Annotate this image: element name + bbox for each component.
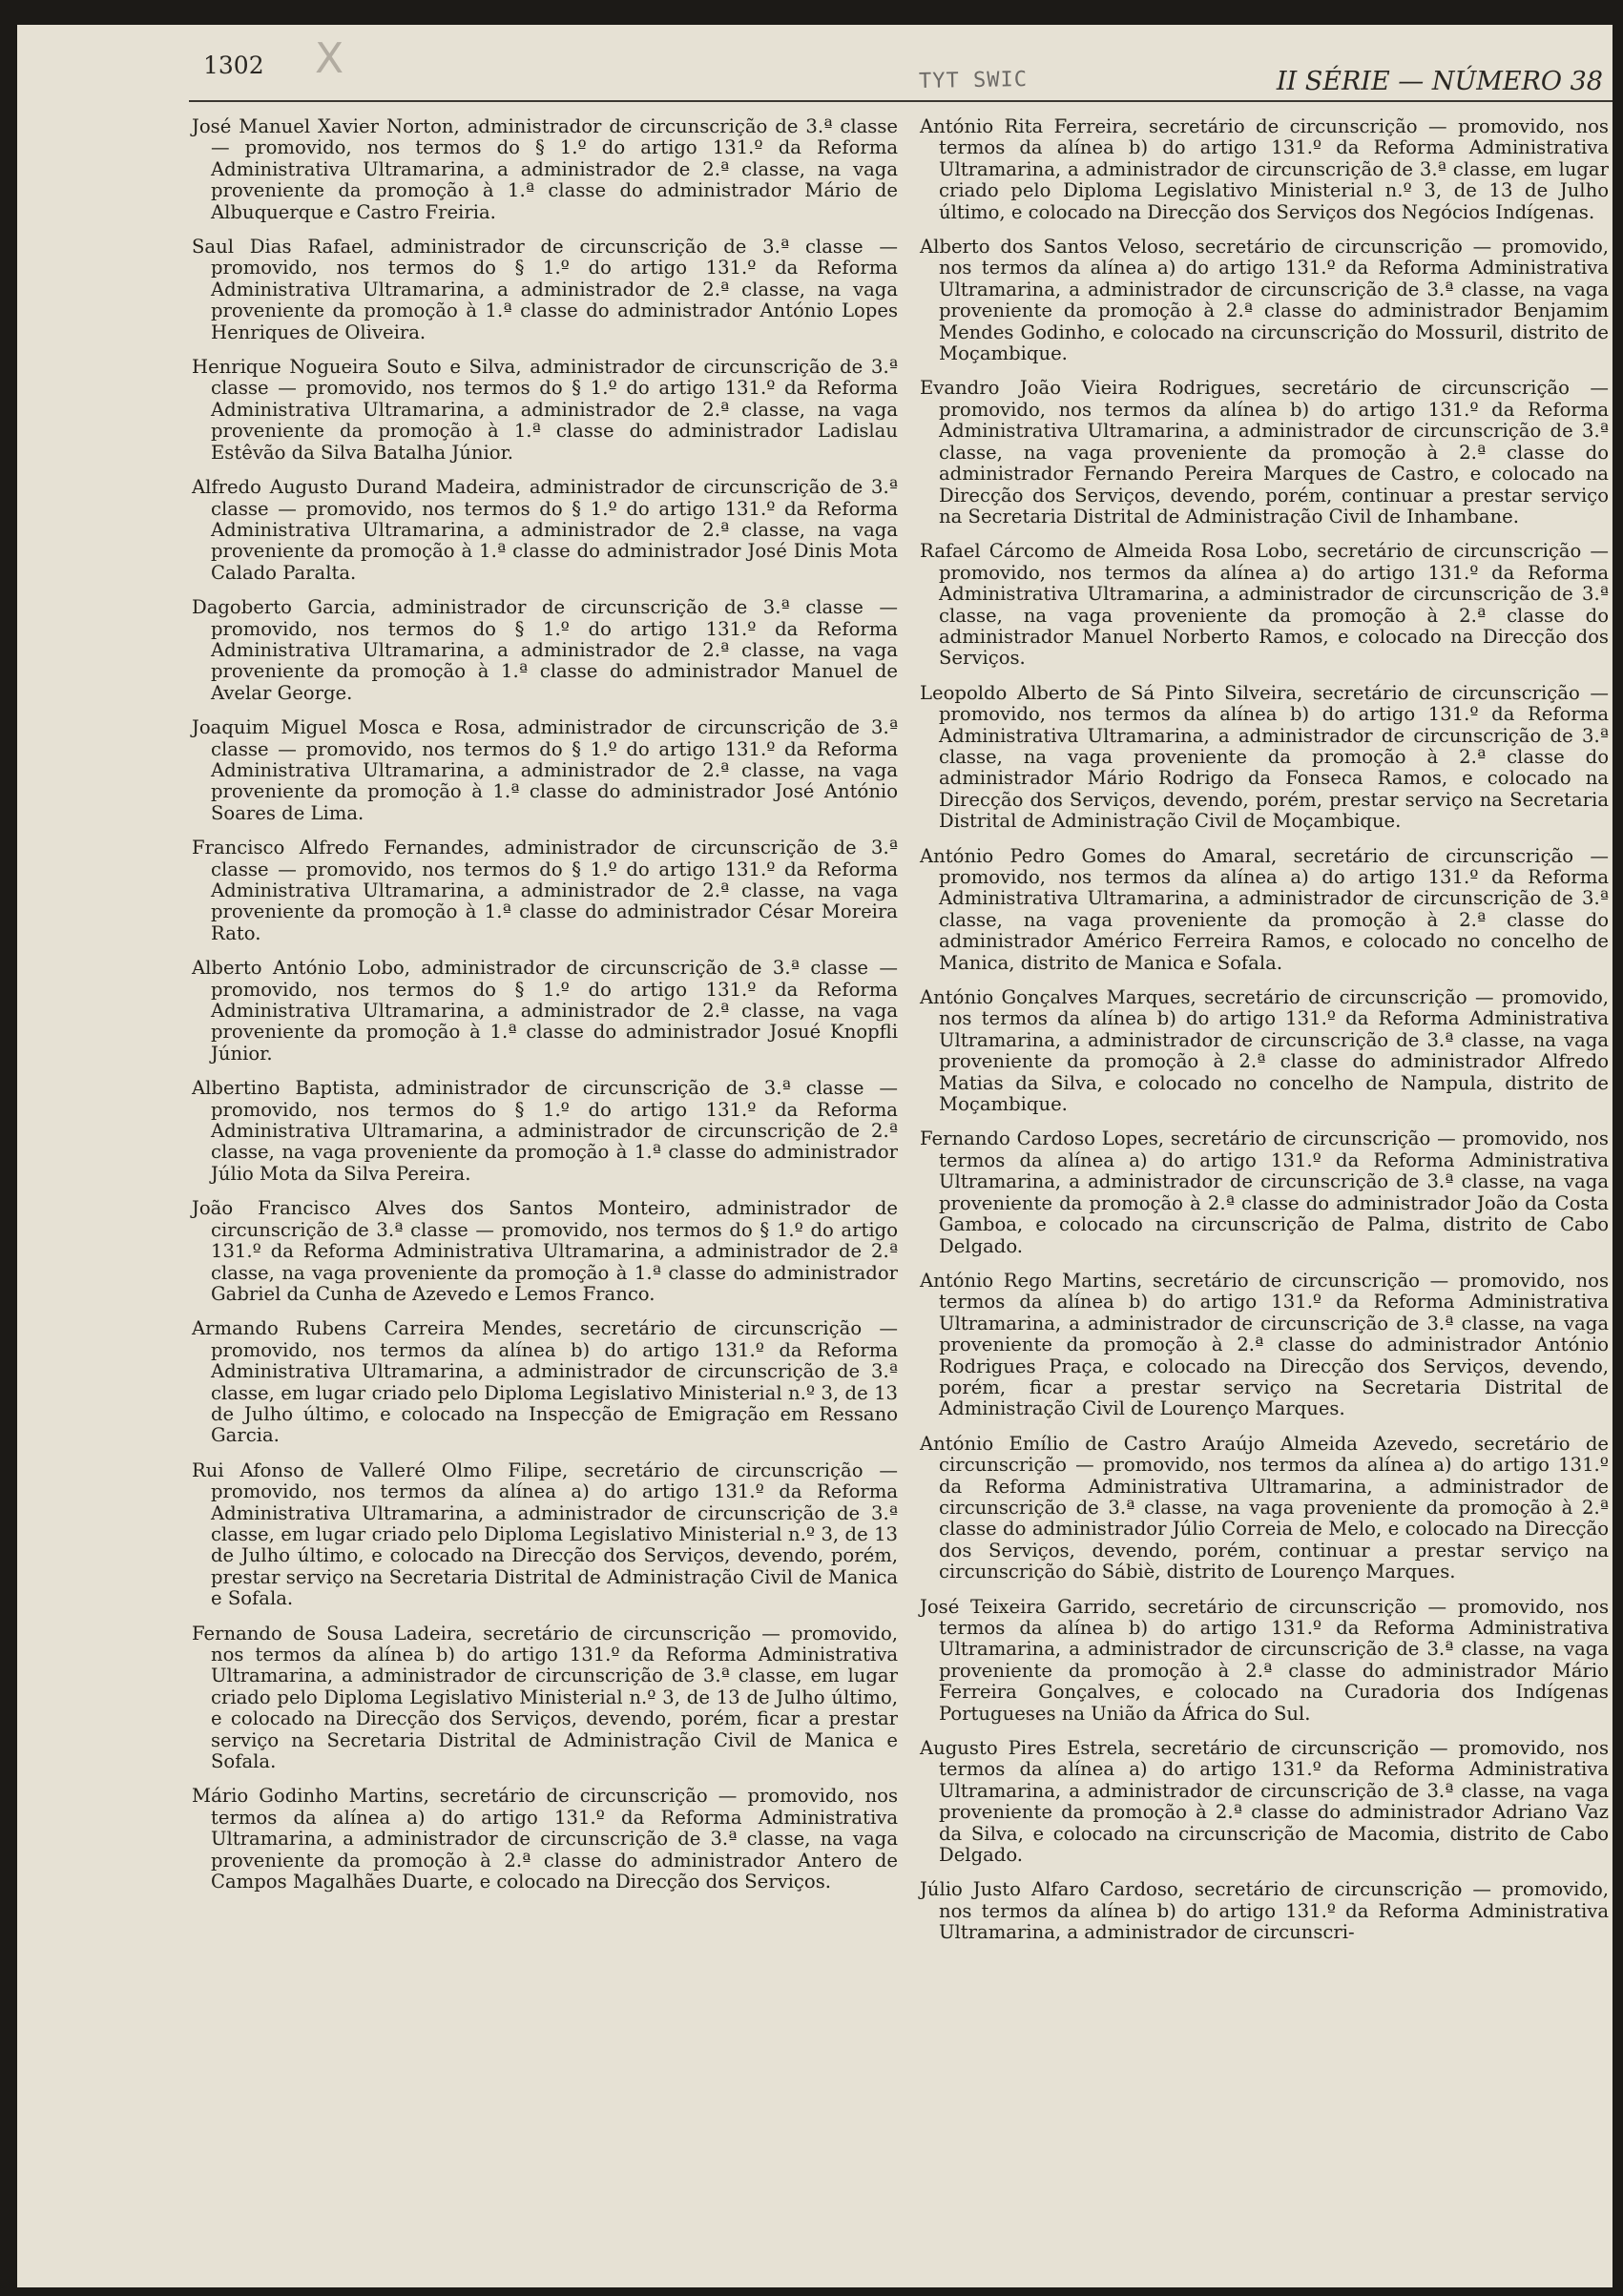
entry: Dagoberto Garcia, administrador de circunscrição de 3.ª classe — promovido, nos termos do § 1.º do artigo 131.º da Reforma Administrativa Ultramarina, a administrador de 2.ª classe, na vaga proveniente da promoção à 1.ª classe do administrador Manuel de Avelar George. xyxy=(192,596,898,704)
entry: António Rego Martins, secretário de circunscrição — promovido, nos termos da alínea b) do artigo 131.º da Reforma Administrativa Ultramarina, a administrador de circunscrição de 3.ª classe, na vaga proveniente da promoção à 2.ª classe do administrador António Rodrigues Praça, e colocado na Direcção dos Serviços, devendo, porém, ficar a prestar serviço na Secretaria Distrital de Administração Civil de Lourenço Marques. xyxy=(920,1269,1609,1420)
document-page xyxy=(17,25,1613,2287)
entry: António Gonçalves Marques, secretário de circunscrição — promovido, nos termos da alínea b) do artigo 131.º da Reforma Administrativa Ultramarina, a administrador de circunscrição de 3.ª classe, na vaga proveniente da promoção à 2.ª classe do administrador Alfredo Matias da Silva, e colocado no concelho de Nampula, distrito de Moçambique. xyxy=(920,986,1609,1116)
entry: Armando Rubens Carreira Mendes, secretário de circunscrição — promovido, nos termos da alínea b) do artigo 131.º da Reforma Administrativa Ultramarina, a administrador de circunscrição de 3.ª classe, em lugar criado pelo Diploma Legislativo Ministerial n.º 3, de 13 de Julho último, e colocado na Inspecção de Emigração em Ressano Garcia. xyxy=(192,1317,898,1447)
header-rule xyxy=(189,100,1613,102)
entry: Evandro João Vieira Rodrigues, secretário de circunscrição — promovido, nos termos da alínea b) do artigo 131.º da Reforma Administrativa Ultramarina, a administrador de circunscrição de 3.ª classe, na vaga proveniente da promoção à 2.ª classe do administrador Fernando Pereira Marques de Castro, e colocado na Direcção dos Serviços, devendo, porém, continuar a prestar serviço na Secretaria Distrital de Administração Civil de Inhambane. xyxy=(920,377,1609,527)
entry: Alberto dos Santos Veloso, secretário de circunscrição — promovido, nos termos da alínea a) do artigo 131.º da Reforma Administrativa Ultramarina, a administrador de circunscrição de 3.ª classe, na vaga proveniente da promoção à 2.ª classe do administrador Benjamim Mendes Godinho, e colocado na circunscrição do Mossuril, distrito de Moçambique. xyxy=(920,236,1609,365)
entry: Fernando de Sousa Ladeira, secretário de circunscrição — promovido, nos termos da alínea b) do artigo 131.º da Reforma Administrativa Ultramarina, a administrador de circunscrição de 3.ª classe, em lugar criado pelo Diploma Legislativo Ministerial n.º 3, de 13 de Julho último, e colocado na Direcção dos Serviços, devendo, porém, ficar a prestar serviço na Secretaria Distrital de Administração Civil de Manica e Sofala. xyxy=(192,1622,898,1773)
entry: Alberto António Lobo, administrador de circunscrição de 3.ª classe — promovido, nos termos do § 1.º do artigo 131.º da Reforma Administrativa Ultramarina, a administrador de 2.ª classe, na vaga proveniente da promoção à 1.ª classe do administrador Josué Knopfli Júnior. xyxy=(192,957,898,1065)
entry: Rui Afonso de Valleré Olmo Filipe, secretário de circunscrição — promovido, nos termos da alínea a) do artigo 131.º da Reforma Administrativa Ultramarina, a administrador de circunscrição de 3.ª classe, em lugar criado pelo Diploma Legislativo Ministerial n.º 3, de 13 de Julho último, e colocado na Direcção dos Serviços, devendo, porém, prestar serviço na Secretaria Distrital de Administração Civil de Manica e Sofala. xyxy=(192,1458,898,1610)
entry: Rafael Cárcomo de Almeida Rosa Lobo, secretário de circunscrição — promovido, nos termos da alínea a) do artigo 131.º da Reforma Administrativa Ultramarina, a administrador de circunscrição de 3.ª classe, na vaga proveniente da promoção à 2.ª classe do administrador Manuel Norberto Ramos, e colocado na Direcção dos Serviços. xyxy=(920,540,1609,670)
entry: Mário Godinho Martins, secretário de circunscrição — promovido, nos termos da alínea a) do artigo 131.º da Reforma Administrativa Ultramarina, a administrador de circunscrição de 3.ª classe, na vaga proveniente da promoção à 2.ª classe do administrador Antero de Campos Magalhães Duarte, e colocado na Direcção dos Serviços. xyxy=(192,1785,898,1893)
entry: João Francisco Alves dos Santos Monteiro, administrador de circunscrição de 3.ª classe — promovido, nos termos do § 1.º do artigo 131.º da Reforma Administrativa Ultramarina, a administrador de 2.ª classe, na vaga proveniente da promoção à 1.ª classe do administrador Gabriel da Cunha de Azevedo e Lemos Franco. xyxy=(192,1197,898,1305)
entry: José Teixeira Garrido, secretário de circunscrição — promovido, nos termos da alínea b) do artigo 131.º da Reforma Administrativa Ultramarina, a administrador de circunscrição de 3.ª classe, na vaga proveniente da promoção à 2.ª classe do administrador Mário Ferreira Gonçalves, e colocado na Curadoria dos Indígenas Portugueses na União da África do Sul. xyxy=(920,1595,1609,1725)
entry: Júlio Justo Alfaro Cardoso, secretário de circunscrição — promovido, nos termos da alínea b) do artigo 131.º da Reforma Administrativa Ultramarina, a administrador de circunscri- xyxy=(920,1878,1609,1944)
entry: Alfredo Augusto Durand Madeira, administrador de circunscrição de 3.ª classe — promovido, nos termos do § 1.º do artigo 131.º da Reforma Administrativa Ultramarina, a administrador de 2.ª classe, na vaga proveniente da promoção à 1.ª classe do administrador José Dinis Mota Calado Paralta. xyxy=(192,476,898,584)
entry: Saul Dias Rafael, administrador de circunscrição de 3.ª classe — promovido, nos termos do § 1.º do artigo 131.º da Reforma Administrativa Ultramarina, a administrador de 2.ª classe, na vaga proveniente da promoção à 1.ª classe do administrador António Lopes Henriques de Oliveira. xyxy=(192,236,898,343)
entry: Albertino Baptista, administrador de circunscrição de 3.ª classe — promovido, nos termos do § 1.º do artigo 131.º da Reforma Administrativa Ultramarina, a administrador de circunscrição de 2.ª classe, na vaga proveniente da promoção à 1.ª classe do administrador Júlio Mota da Silva Pereira. xyxy=(192,1077,898,1185)
entry: Leopoldo Alberto de Sá Pinto Silveira, secretário de circunscrição — promovido, nos termos da alínea b) do artigo 131.º da Reforma Administrativa Ultramarina, a administrador de circunscrição de 3.ª classe, na vaga proveniente da promoção à 2.ª classe do administrador Mário Rodrigo da Fonseca Ramos, e colocado na Direcção dos Serviços, devendo, porém, prestar serviço na Secretaria Distrital de Administração Civil de Moçambique. xyxy=(920,681,1609,833)
entry: Augusto Pires Estrela, secretário de circunscrição — promovido, nos termos da alínea a) do artigo 131.º da Reforma Administrativa Ultramarina, a administrador de circunscrição de 3.ª classe, na vaga proveniente da promoção à 2.ª classe do administrador Adriano Vaz da Silva, e colocado na circunscrição de Macomia, distrito de Cabo Delgado. xyxy=(920,1737,1609,1867)
entry: Francisco Alfredo Fernandes, administrador de circunscrição de 3.ª classe — promovido, nos termos do § 1.º do artigo 131.º da Reforma Administrativa Ultramarina, a administrador de 2.ª classe, na vaga proveniente da promoção à 1.ª classe do administrador César Moreira Rato. xyxy=(192,837,898,944)
entry: Henrique Nogueira Souto e Silva, administrador de circunscrição de 3.ª classe — promovido, nos termos do § 1.º do artigo 131.º da Reforma Administrativa Ultramarina, a administrador de 2.ª classe, na vaga proveniente da promoção à 1.ª classe do administrador Ladislau Estêvão da Silva Batalha Júnior. xyxy=(192,356,898,464)
right-column xyxy=(920,116,1609,1957)
entry: António Emílio de Castro Araújo Almeida Azevedo, secretário de circunscrição — promovido, nos termos da alínea a) do artigo 131.º da Reforma Administrativa Ultramarina, a administrador de circunscrição de 3.ª classe, na vaga proveniente da promoção à 2.ª classe do administrador Júlio Correia de Melo, e colocado na Direcção dos Serviços, devendo, porém, continuar a prestar serviço na circunscrição do Sábiè, distrito de Lourenço Marques. xyxy=(920,1432,1609,1583)
entry: Fernando Cardoso Lopes, secretário de circunscrição — promovido, nos termos da alínea a) do artigo 131.º da Reforma Administrativa Ultramarina, a administrador de circunscrição de 3.ª classe, na vaga proveniente da promoção à 2.ª classe do administrador João da Costa Gamboa, e colocado na circunscrição de Palma, distrito de Cabo Delgado. xyxy=(920,1127,1609,1257)
page-number: 1302 xyxy=(203,52,264,79)
entry: Joaquim Miguel Mosca e Rosa, administrador de circunscrição de 3.ª classe — promovido, nos termos do § 1.º do artigo 131.º da Reforma Administrativa Ultramarina, a administrador de 2.ª classe, na vaga proveniente da promoção à 1.ª classe do administrador José António Soares de Lima. xyxy=(192,716,898,824)
date-stamp: ΤΥΤ SWIC xyxy=(918,68,1029,93)
entry: António Rita Ferreira, secretário de circunscrição — promovido, nos termos da alínea b) do artigo 131.º da Reforma Administrativa Ultramarina, a administrador de circunscrição de 3.ª classe, em lugar criado pelo Diploma Legislativo Ministerial n.º 3, de 13 de Julho último, e colocado na Direcção dos Serviços dos Negócios Indígenas. xyxy=(920,115,1609,223)
entry: José Manuel Xavier Norton, administrador de circunscrição de 3.ª classe — promovido, nos termos do § 1.º do artigo 131.º da Reforma Administrativa Ultramarina, a administrador de 2.ª classe, na vaga proveniente da promoção à 1.ª classe do administrador Mário de Albuquerque e Castro Freiria. xyxy=(192,115,898,223)
left-column xyxy=(192,116,898,1906)
page-header xyxy=(17,25,1613,101)
entry: António Pedro Gomes do Amaral, secretário de circunscrição — promovido, nos termos da alínea a) do artigo 131.º da Reforma Administrativa Ultramarina, a administrador de circunscrição de 3.ª classe, na vaga proveniente da promoção à 2.ª classe do administrador Américo Ferreira Ramos, e colocado no concelho de Manica, distrito de Manica e Sofala. xyxy=(920,844,1609,974)
handwritten-mark: X xyxy=(315,34,344,83)
series-title: II SÉRIE — NÚMERO 38 xyxy=(1276,67,1603,96)
